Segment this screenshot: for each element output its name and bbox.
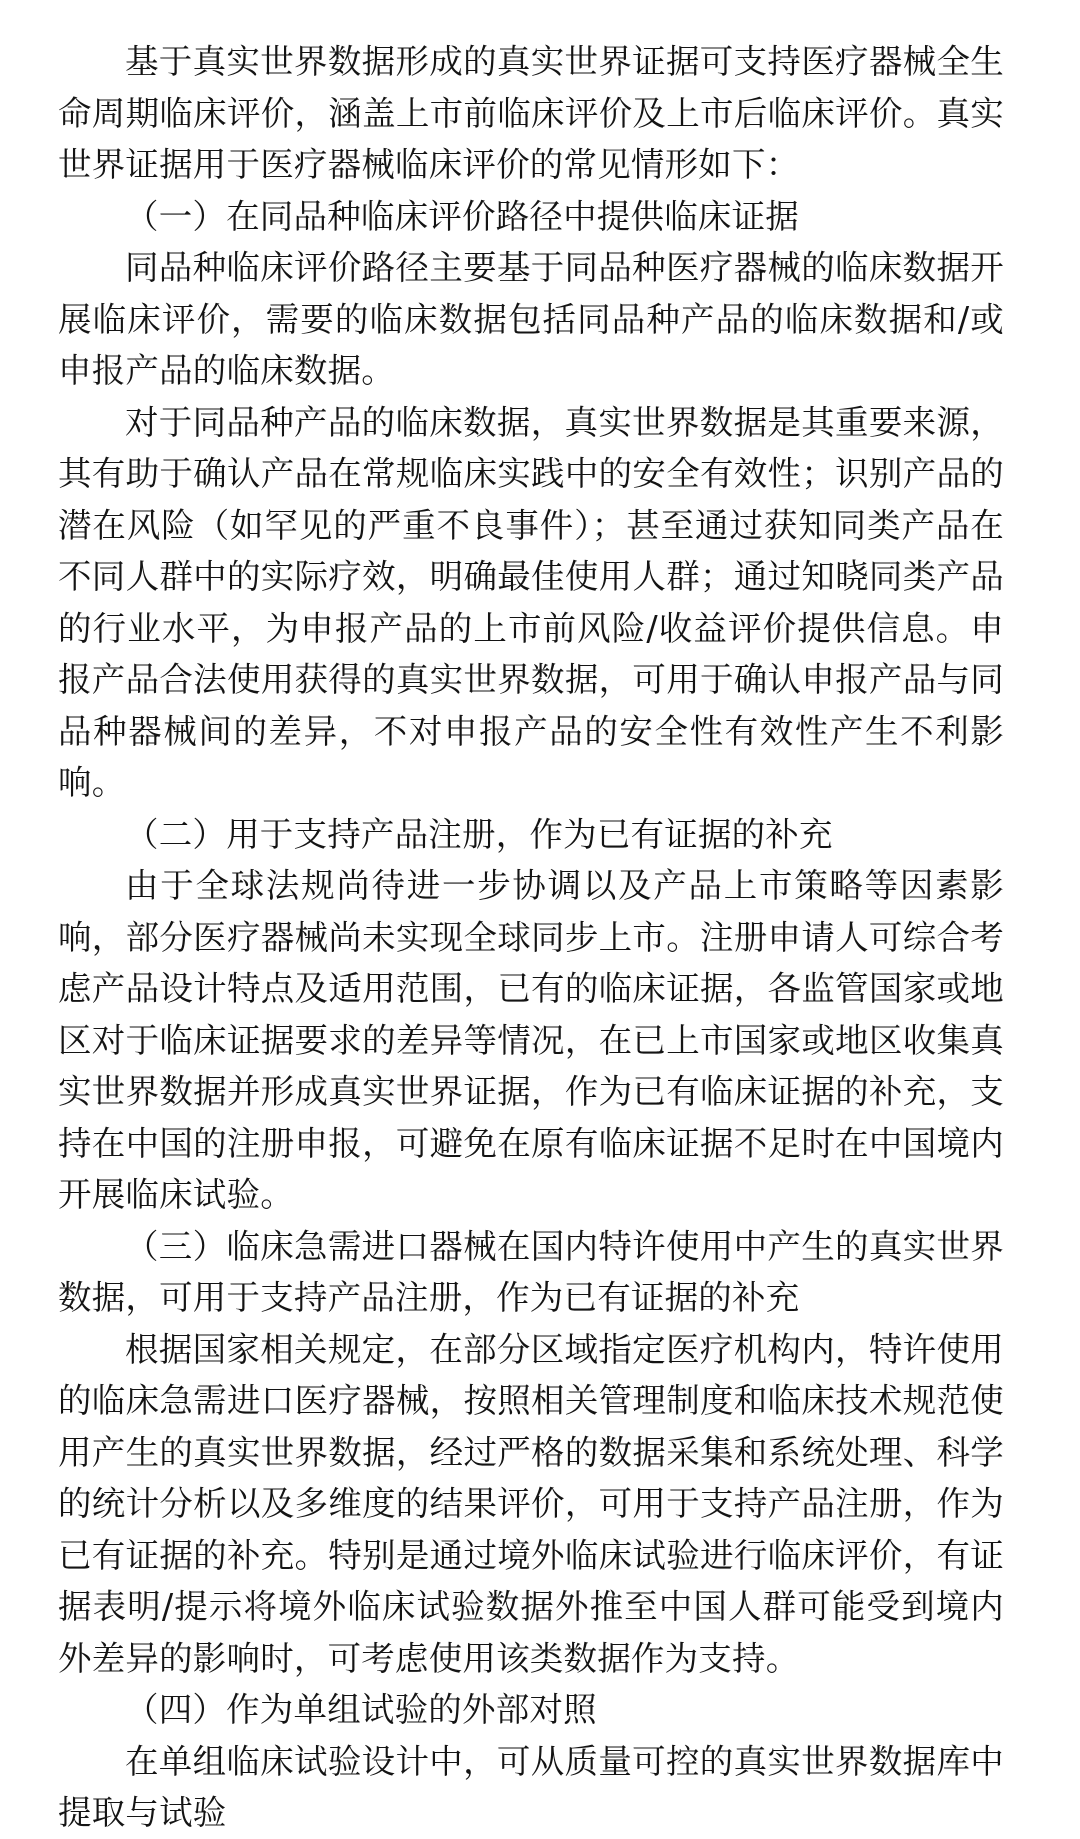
paragraph: （四）作为单组试验的外部对照: [125, 1690, 597, 1729]
paragraph: （三）临床急需进口器械在国内特许使用中产生的真实世界数据，可用于支持产品注册，作为已有证据的补充: [58, 1226, 1004, 1317]
document-body: [58, 36, 1004, 1839]
paragraph: （一）在同品种临床评价路径中提供临床证据: [125, 196, 799, 236]
paragraph: 同品种临床评价路径主要基于同品种医疗器械的临床数据开展临床评价，需要的临床数据包括同品种产品的临床数据和/或申报产品的临床数据。: [58, 248, 1004, 390]
paragraph: 对于同品种产品的临床数据，真实世界数据是其重要来源，其有助于确认产品在常规临床实践中的安全有效性；识别产品的潜在风险（如罕见的严重不良事件）；甚至通过获知同类产品在不同人群中的实际疗效，明确最佳使用人群；通过知晓同类产品的行业水平，为申报产品的上市前风险/收益评价提供信息。申报产品合法使用获得的真实世界数据，可用于确认申报产品与同品种器械间的差异，不对申报产品的安全性有效性产生不利影响。: [58, 402, 1004, 802]
paragraph: （二）用于支持产品注册，作为已有证据的补充: [125, 814, 833, 854]
paragraph: 基于真实世界数据形成的真实世界证据可支持医疗器械全生命周期临床评价，涵盖上市前临床评价及上市后临床评价。真实世界证据用于医疗器械临床评价的常见情形如下：: [58, 42, 1004, 184]
paragraph: 由于全球法规尚待进一步协调以及产品上市策略等因素影响，部分医疗器械尚未实现全球同步上市。注册申请人可综合考虑产品设计特点及适用范围，已有的临床证据，各监管国家或地区对于临床证据要求的差异等情况，在已上市国家或地区收集真实世界数据并形成真实世界证据，作为已有临床证据的补充，支持在中国的注册申报，可避免在原有临床证据不足时在中国境内开展临床试验。: [58, 866, 1004, 1214]
paragraph: 在单组临床试验设计中，可从质量可控的真实世界数据库中提取与试验: [58, 1741, 1004, 1832]
paragraph: 根据国家相关规定，在部分区域指定医疗机构内，特许使用的临床急需进口医疗器械，按照相关管理制度和临床技术规范使用产生的真实世界数据，经过严格的数据采集和系统处理、科学的统计分析以及多维度的结果评价，可用于支持产品注册，作为已有证据的补充。特别是通过境外临床试验进行临床评价，有证据表明/提示将境外临床试验数据外推至中国人群可能受到境内外差异的影响时，可考虑使用该类数据作为支持。: [58, 1329, 1004, 1678]
